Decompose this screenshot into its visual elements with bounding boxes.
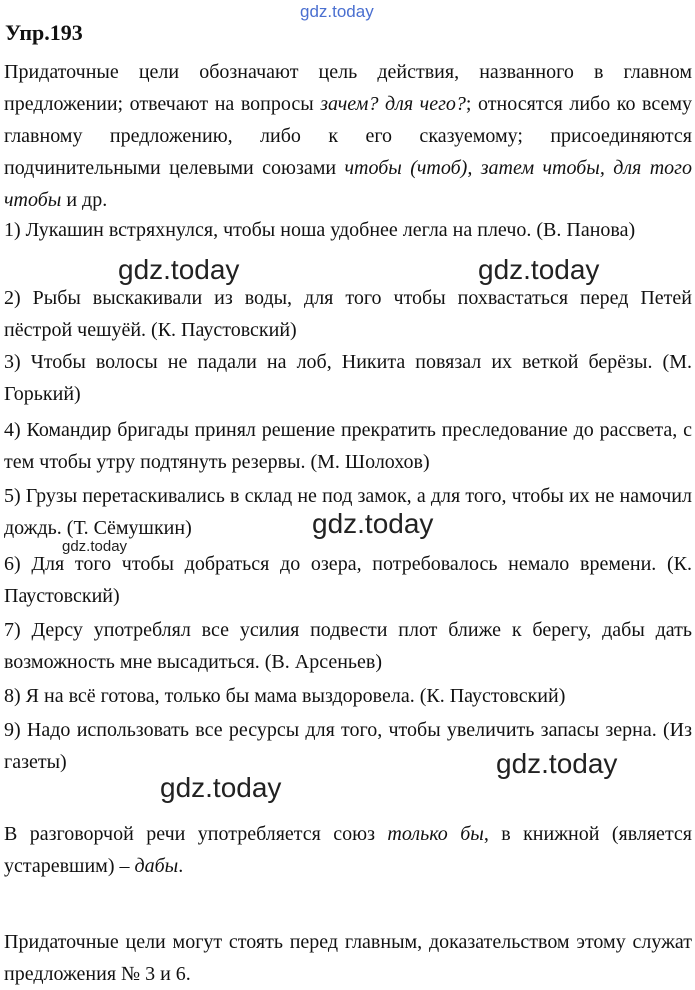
- example-8: 8) Я на всё готова, только бы мама выздоровела. (К. Паустовский): [4, 685, 566, 707]
- watermark: gdz.today: [160, 772, 282, 803]
- note-conj-1: только бы: [387, 823, 484, 845]
- intro-questions: зачем? для чего?: [320, 93, 466, 115]
- watermark: gdz.today: [496, 748, 618, 779]
- example-2: 2) Рыбы выскакивали из воды, для того чтобы похвастаться перед Петей пёстрой чешуёй. (К. Паустовский): [4, 287, 692, 341]
- example-3: 3) Чтобы волосы не падали на лоб, Никита повязал их веткой берёзы. (М. Горький): [4, 351, 692, 405]
- watermark-top: gdz.today: [300, 2, 374, 21]
- note-text-3: .: [178, 855, 184, 877]
- intro-text-3: и др.: [61, 189, 108, 211]
- example-4: 4) Командир бригады принял решение прекратить преследование до рассвета, с тем чтобы утру подтянуть резервы. (М. Шолохов): [4, 419, 692, 473]
- note-paragraph: [4, 818, 692, 882]
- note-text-1: В разговорчой речи употребляется союз: [4, 823, 388, 845]
- watermark: gdz.today: [118, 254, 240, 285]
- note-text-2: , в книжной (является устаревшим) –: [4, 823, 692, 877]
- example-9: 9) Надо использовать все ресурсы для того, чтобы увеличить запасы зерна. (Из газеты): [4, 719, 692, 773]
- intro-text-1: Придаточные цели обозначают цель действия, названного в главном предложении; отвечают на вопросы: [4, 61, 692, 115]
- intro-conjunctions: чтобы (чтоб), затем чтобы, для того чтобы: [4, 157, 692, 211]
- watermark: gdz.today: [478, 254, 600, 285]
- conclusion-paragraph: Придаточные цели могут стоять перед главным, доказательством этому служат предложения № 3 и 6.: [4, 931, 692, 985]
- note-conj-2: дабы: [134, 855, 179, 877]
- intro-paragraph: [4, 56, 692, 216]
- example-5: 5) Грузы перетаскивались в склад не под замок, а для того, чтобы их не намочил дождь. (Т. Сёмушкин): [4, 485, 692, 539]
- watermark: gdz.today: [62, 538, 128, 555]
- example-1: 1) Лукашин встряхнулся, чтобы ноша удобнее легла на плечо. (В. Панова): [4, 219, 636, 241]
- example-7: 7) Дерсу употреблял все усилия подвести плот ближе к берегу, дабы дать возможность мне высадиться. (В. Арсеньев): [4, 619, 692, 673]
- intro-text-2: ; относятся либо ко всему главному предложению, либо к его сказуемому; присоединяются подчинительными целевыми союзами: [4, 93, 693, 179]
- exercise-title: Упр.193: [5, 20, 83, 45]
- example-6: 6) Для того чтобы добраться до озера, потребовалось немало времени. (К. Паустовский): [4, 553, 692, 607]
- watermark: gdz.today: [312, 508, 434, 539]
